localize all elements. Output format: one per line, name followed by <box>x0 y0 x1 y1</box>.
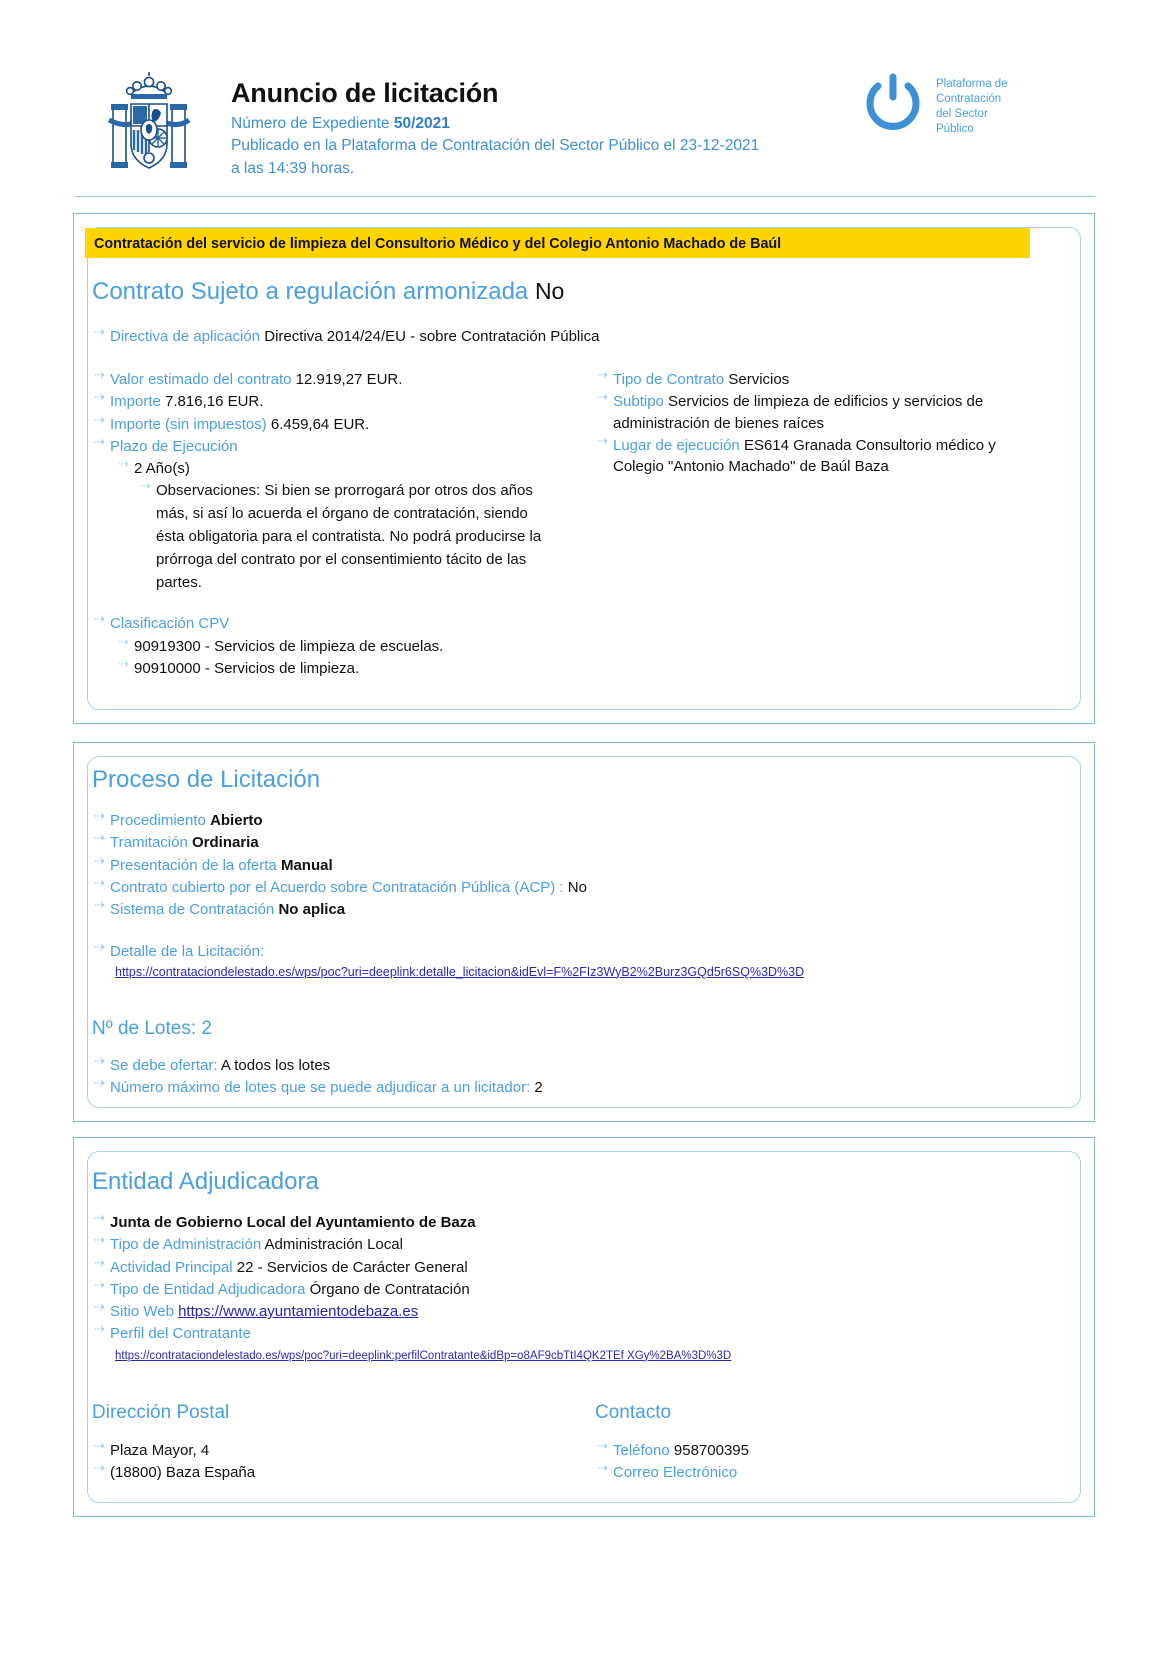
lugar-ejecucion-label: Lugar de ejecución <box>613 436 740 454</box>
acp-label: Contrato cubierto por el Acuerdo sobre Contratación Pública (ACP) : <box>110 878 564 896</box>
correo-electronico-row <box>597 1462 1017 1483</box>
bullet-arrow-icon: ⇢ <box>94 1460 105 1476</box>
spain-coat-of-arms <box>103 70 195 182</box>
bullet-arrow-icon: ⇢ <box>94 939 105 955</box>
cpv-item-row <box>94 633 564 657</box>
bullet-arrow-icon: ⇢ <box>94 611 105 627</box>
bullet-arrow-icon: ⇢ <box>94 852 105 868</box>
bullet-arrow-icon: ⇢ <box>94 808 105 823</box>
se-debe-ofertar-row <box>94 1055 994 1076</box>
bullet-arrow-icon: ⇢ <box>94 1321 105 1337</box>
cpv-item-1: 90910000 - Servicios de limpieza. <box>134 660 360 678</box>
entity-name-row <box>94 1212 994 1233</box>
subtipo-value: Servicios de limpieza de edificios y servicios de administración de bienes raíces <box>613 393 984 432</box>
detalle-licitacion-link-row[interactable] <box>94 964 994 982</box>
valor-estimado-value: 12.919,27 EUR. <box>295 371 403 388</box>
correo-electronico-label: Correo Electrónico <box>613 1464 738 1482</box>
harmonized-regulation-label: Contrato Sujeto a regulación armonizada <box>92 278 529 305</box>
tramitacion-label: Tramitación <box>110 834 188 852</box>
procedimiento-label: Procedimiento <box>110 812 206 829</box>
tipo-administracion-row <box>94 1234 994 1255</box>
contract-right-column <box>597 369 1022 478</box>
bullet-arrow-icon: ⇢ <box>118 633 129 649</box>
observaciones-text: Observaciones: Si bien se prorrogará por otros dos años más, si así lo acuerda el órgano de contratación, siendo ésta obligatoria para el contratista. No podrá producirse la prórroga del contrato por el consentimiento tácito de las partes. <box>156 482 542 591</box>
published-line-2: a las 14:39 horas. <box>231 159 355 177</box>
bullet-arrow-icon: ⇢ <box>94 367 105 382</box>
importe-sin-impuestos-value: 6.459,64 EUR. <box>270 415 370 433</box>
lugar-ejecucion-value: ES614 Granada Consultorio médico y Colegio "Antonio Machado" de Baúl Baza <box>613 436 996 476</box>
contract-left-column <box>94 369 564 680</box>
bullet-arrow-icon: ⇢ <box>94 1075 105 1091</box>
pcsp-line-2: Contratación <box>936 92 1002 105</box>
power-icon <box>860 70 926 136</box>
sitio-web-row[interactable] <box>94 1301 994 1322</box>
pcsp-logo-text <box>936 70 1008 137</box>
header-subtitle <box>231 113 759 180</box>
document-header <box>0 0 1170 200</box>
bullet-arrow-icon: ⇢ <box>94 1053 105 1068</box>
detalle-licitacion-label: Detalle de la Licitación: <box>110 943 265 961</box>
tramitacion-row <box>94 832 994 853</box>
bullet-arrow-icon: ⇢ <box>597 1460 608 1476</box>
contacto-heading: Contacto <box>595 1402 672 1423</box>
detalle-licitacion-row <box>94 941 994 962</box>
expediente-value: 50/2021 <box>393 115 450 132</box>
valor-estimado-row <box>94 369 564 390</box>
acp-row <box>94 874 994 898</box>
spacer <box>94 595 564 613</box>
max-lotes-value: 2 <box>534 1079 543 1097</box>
tipo-entidad-value: Órgano de Contratación <box>309 1280 470 1298</box>
header-text-block <box>231 78 759 180</box>
acp-value: No <box>567 878 587 896</box>
directiva-label: Directiva de aplicación <box>110 328 261 345</box>
sistema-contratacion-value: No aplica <box>278 901 346 919</box>
telefono-label: Teléfono <box>613 1442 670 1459</box>
directiva-row-block <box>94 326 714 348</box>
subtipo-row <box>597 391 1022 434</box>
perfil-contratante-link-row[interactable] <box>94 1348 994 1364</box>
process-heading: Proceso de Licitación <box>92 766 321 793</box>
direccion-line-1: Plaza Mayor, 4 <box>110 1442 210 1459</box>
pcsp-line-4: Público <box>936 122 974 135</box>
bullet-arrow-icon: ⇢ <box>597 432 608 448</box>
procedimiento-row <box>94 810 994 831</box>
direccion-line-2-row <box>94 1462 534 1483</box>
directiva-value: Directiva 2014/24/EU - sobre Contratación Pública <box>264 328 600 345</box>
tipo-contrato-label: Tipo de Contrato <box>613 371 725 388</box>
bullet-arrow-icon: ⇢ <box>597 367 608 382</box>
contract-title-text: Contratación del servicio de limpieza del Consultorio Médico y del Colegio Antonio Machado de Baúl <box>94 234 782 252</box>
plazo-ejecucion-row <box>94 433 564 457</box>
importe-sin-impuestos-row <box>94 411 564 435</box>
detalle-licitacion-link[interactable]: https://contrataciondelestado.es/wps/poc?uri=deeplink:detalle_licitacion&idEvl=F%2FIz3WyB2%2Burz3GQd5r6SQ%3D%3D <box>115 964 805 979</box>
bullet-arrow-icon: ⇢ <box>118 656 129 672</box>
pcsp-line-3: del Sector <box>936 107 988 120</box>
max-lotes-label: Número máximo de lotes que se puede adjudicar a un licitador: <box>110 1079 531 1097</box>
cpv-item-0: 90919300 - Servicios de limpieza de escuelas. <box>134 637 444 655</box>
actividad-principal-value: 22 - Servicios de Carácter General <box>236 1258 468 1276</box>
published-line-1: Publicado en la Plataforma de Contratación del Sector Público el 23-12-2021 <box>231 137 760 155</box>
bullet-arrow-icon: ⇢ <box>94 433 105 449</box>
perfil-contratante-link[interactable]: https://contrataciondelestado.es/wps/poc?uri=deeplink:perfilContratante&idBp=o8AF9cbTtI4QK2TEf XGy%2BA%3D%3D <box>115 1349 732 1362</box>
sitio-web-label: Sitio Web <box>110 1303 174 1321</box>
expediente-label: Número de Expediente <box>231 115 390 132</box>
plazo-ejecucion-label: Plazo de Ejecución <box>110 437 238 455</box>
lugar-ejecucion-row <box>597 432 1022 478</box>
tipo-entidad-row <box>94 1276 994 1300</box>
plazo-ejecucion-value-row <box>94 458 564 479</box>
entity-body <box>94 1212 994 1365</box>
pcsp-line-1: Plataforma de <box>936 78 1008 90</box>
harmonized-regulation-value: No <box>534 278 565 304</box>
bullet-arrow-icon: ⇢ <box>94 324 105 339</box>
tipo-administracion-value: Administración Local <box>264 1236 403 1254</box>
cpv-label: Clasificación CPV <box>110 615 230 633</box>
actividad-principal-label: Actividad Principal <box>110 1258 233 1276</box>
contacto-body <box>597 1440 1017 1485</box>
entity-name: Junta de Gobierno Local del Ayuntamiento de Baza <box>110 1214 476 1231</box>
presentacion-oferta-label: Presentación de la oferta <box>110 856 277 874</box>
lotes-heading: Nº de Lotes: 2 <box>92 1018 212 1039</box>
bullet-arrow-icon: ⇢ <box>94 830 105 846</box>
spacer <box>94 921 994 941</box>
page-title: Anuncio de licitación <box>231 78 499 108</box>
perfil-contratante-label: Perfil del Contratante <box>110 1325 251 1343</box>
harmonized-regulation-heading <box>92 278 564 306</box>
presentacion-oferta-value: Manual <box>280 856 333 874</box>
bullet-arrow-icon: ⇢ <box>94 874 105 890</box>
bullet-arrow-icon: ⇢ <box>118 456 129 472</box>
bullet-arrow-icon: ⇢ <box>94 389 105 405</box>
lotes-body <box>94 1055 994 1100</box>
sistema-contratacion-row <box>94 899 994 920</box>
se-debe-ofertar-label: Se debe ofertar: <box>110 1057 218 1074</box>
bullet-arrow-icon: ⇢ <box>140 478 151 494</box>
entity-heading: Entidad Adjudicadora <box>92 1168 319 1195</box>
bullet-arrow-icon: ⇢ <box>94 1276 105 1292</box>
contract-title-banner <box>85 228 1030 258</box>
direccion-postal-heading: Dirección Postal <box>92 1402 230 1423</box>
cpv-row <box>94 613 564 634</box>
importe-sin-impuestos-label: Importe (sin impuestos) <box>110 415 267 433</box>
bullet-arrow-icon: ⇢ <box>94 897 105 913</box>
bullet-arrow-icon: ⇢ <box>597 1438 608 1453</box>
bullet-arrow-icon: ⇢ <box>94 1232 105 1248</box>
tipo-contrato-value: Servicios <box>728 371 790 388</box>
direccion-line-2: (18800) Baza España <box>110 1464 256 1482</box>
bullet-arrow-icon: ⇢ <box>94 1210 105 1225</box>
bullet-arrow-icon: ⇢ <box>94 1299 105 1315</box>
telefono-row <box>597 1440 1017 1461</box>
direccion-line-1-row <box>94 1440 534 1461</box>
max-lotes-row <box>94 1077 994 1098</box>
process-body <box>94 810 994 983</box>
importe-label: Importe <box>110 393 161 411</box>
valor-estimado-label: Valor estimado del contrato <box>110 371 292 388</box>
bullet-arrow-icon: ⇢ <box>597 389 608 405</box>
tramitacion-value: Ordinaria <box>191 834 259 852</box>
tipo-entidad-label: Tipo de Entidad Adjudicadora <box>110 1280 306 1298</box>
presentacion-oferta-row <box>94 852 994 876</box>
actividad-principal-row <box>94 1254 994 1278</box>
sistema-contratacion-label: Sistema de Contratación <box>110 901 275 919</box>
se-debe-ofertar-value: A todos los lotes <box>220 1057 331 1074</box>
direccion-postal-body <box>94 1440 534 1485</box>
tipo-administracion-label: Tipo de Administración <box>110 1236 262 1254</box>
bullet-arrow-icon: ⇢ <box>94 1254 105 1270</box>
directiva-row <box>94 326 714 347</box>
bullet-arrow-icon: ⇢ <box>94 1438 105 1453</box>
tipo-contrato-row <box>597 369 1022 390</box>
perfil-contratante-row <box>94 1323 994 1344</box>
subtipo-label: Subtipo <box>613 393 664 411</box>
plazo-ejecucion-value: 2 Año(s) <box>134 460 190 478</box>
importe-row <box>94 391 564 412</box>
sitio-web-link[interactable]: https://www.ayuntamientodebaza.es <box>178 1303 419 1321</box>
procedimiento-value: Abierto <box>210 812 263 829</box>
importe-value: 7.816,16 EUR. <box>165 393 264 411</box>
header-divider <box>75 196 1095 197</box>
observaciones-row <box>94 480 564 594</box>
bullet-arrow-icon: ⇢ <box>94 411 105 427</box>
telefono-value: 958700395 <box>673 1442 749 1459</box>
cpv-item-row <box>94 658 564 679</box>
pcsp-logo <box>860 70 1008 137</box>
